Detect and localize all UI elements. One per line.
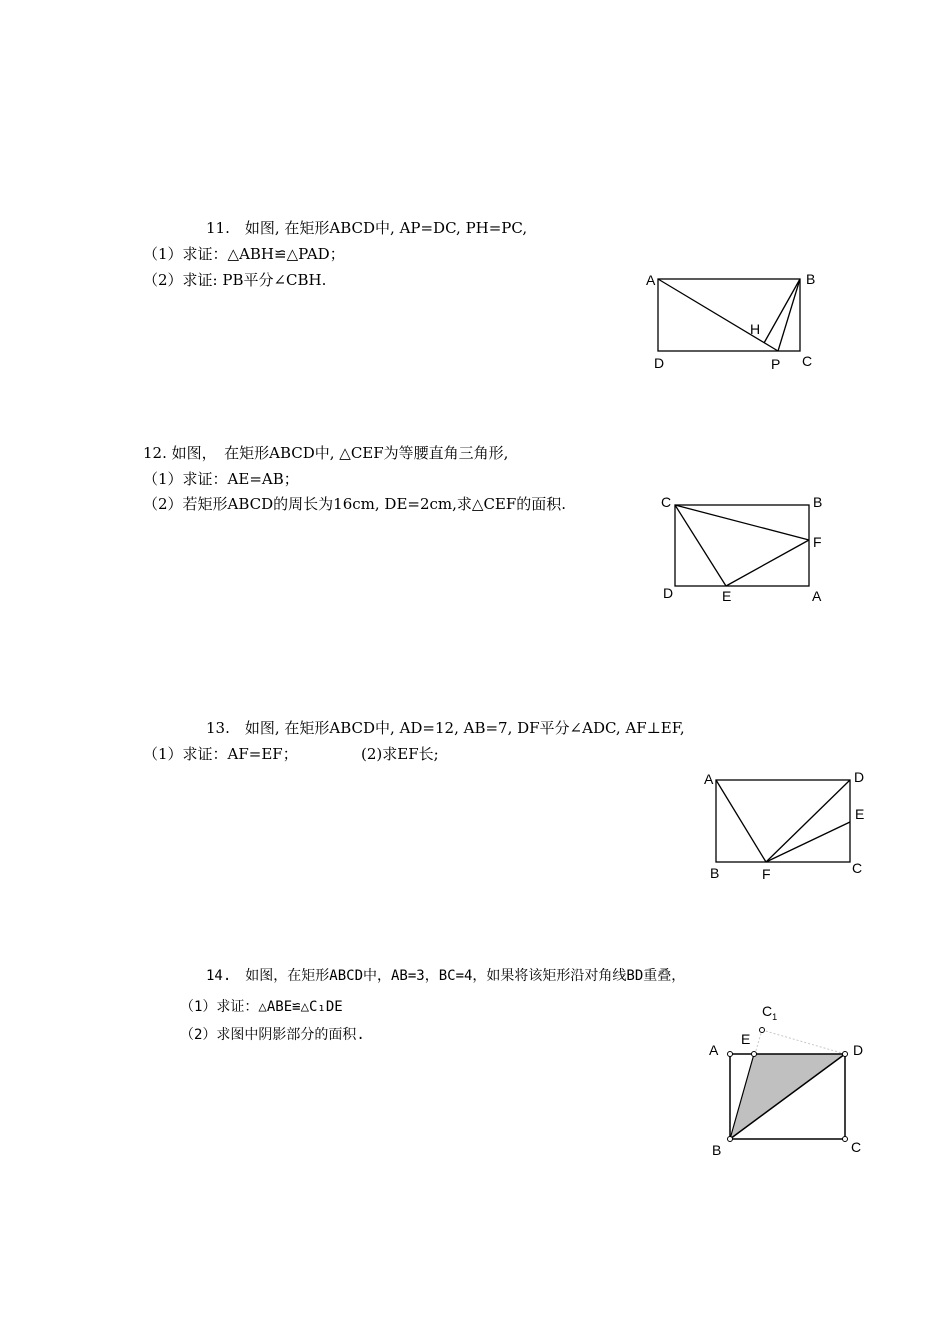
fig14-label-E: E bbox=[741, 1031, 751, 1047]
fig12-label-E: E bbox=[722, 588, 732, 604]
fig13-label-C: C bbox=[852, 860, 863, 876]
fig14-label-C1 bbox=[762, 1003, 777, 1022]
fig11-label-A: A bbox=[646, 272, 656, 288]
fig11-label-B: B bbox=[806, 271, 816, 287]
fig14-label-C1-main: C bbox=[762, 1003, 773, 1019]
problem-11-part-2: （2）求证: PB平分∠CBH. bbox=[143, 271, 327, 289]
problem-14-part-1: （1）求证：△ABE≌△C₁DE bbox=[180, 999, 343, 1015]
fig14-point-B bbox=[728, 1137, 733, 1142]
fig12-label-B: B bbox=[813, 494, 823, 510]
fig14-point-E bbox=[752, 1052, 757, 1057]
fig11-label-H: H bbox=[750, 321, 761, 337]
fig12-label-D: D bbox=[663, 585, 674, 601]
fig12-label-F: F bbox=[813, 534, 822, 550]
fig14-label-A: A bbox=[709, 1042, 719, 1058]
fig13-label-A: A bbox=[704, 771, 714, 787]
fig14-label-C1-sub: 1 bbox=[772, 1012, 778, 1022]
problem-13-part-1: （1）求证：AF=EF； bbox=[143, 745, 298, 763]
fig14-point-D bbox=[843, 1052, 848, 1057]
fig13-label-B: B bbox=[710, 865, 720, 881]
problem-11-stem: 11. 如图, 在矩形ABCD中, AP=DC, PH=PC, bbox=[206, 219, 528, 237]
fig14-point-C bbox=[843, 1137, 848, 1142]
fig14-label-B: B bbox=[712, 1142, 722, 1158]
problem-13-part-2: (2)求EF长; bbox=[361, 745, 439, 763]
fig11-label-D: D bbox=[654, 355, 665, 371]
fig14-point-C1 bbox=[760, 1028, 765, 1033]
fig13-label-F: F bbox=[762, 866, 771, 882]
fig14-point-A bbox=[728, 1052, 733, 1057]
fig11-label-C: C bbox=[802, 353, 813, 369]
fig14-label-D: D bbox=[853, 1042, 864, 1058]
problem-13-stem: 13. 如图, 在矩形ABCD中, AD=12, AB=7, DF平分∠ADC, AF⊥EF, bbox=[206, 719, 685, 737]
fig13-label-E: E bbox=[855, 806, 865, 822]
problem-11-part-1: （1）求证：△ABH≌△PAD； bbox=[143, 245, 345, 263]
fig11-label-P: P bbox=[771, 356, 781, 372]
fig13-label-D: D bbox=[854, 769, 865, 785]
fig14-label-C: C bbox=[851, 1139, 862, 1155]
fig12-label-A: A bbox=[812, 588, 822, 604]
problem-14-stem: 14. 如图，在矩形ABCD中，AB=3，BC=4，如果将该矩形沿对角线BD重叠， bbox=[206, 968, 686, 984]
problem-14-part-2: （2）求图中阴影部分的面积. bbox=[180, 1027, 365, 1043]
problem-12-part-1: （1）求证：AE=AB； bbox=[143, 470, 299, 488]
problem-12-part-2: （2）若矩形ABCD的周长为16cm, DE=2cm,求△CEF的面积. bbox=[143, 495, 567, 513]
fig12-label-C: C bbox=[661, 494, 672, 510]
problem-12-stem: 12. 如图， 在矩形ABCD中, △CEF为等腰直角三角形, bbox=[143, 444, 509, 462]
fig14-fold-edge-C1D bbox=[762, 1030, 845, 1054]
